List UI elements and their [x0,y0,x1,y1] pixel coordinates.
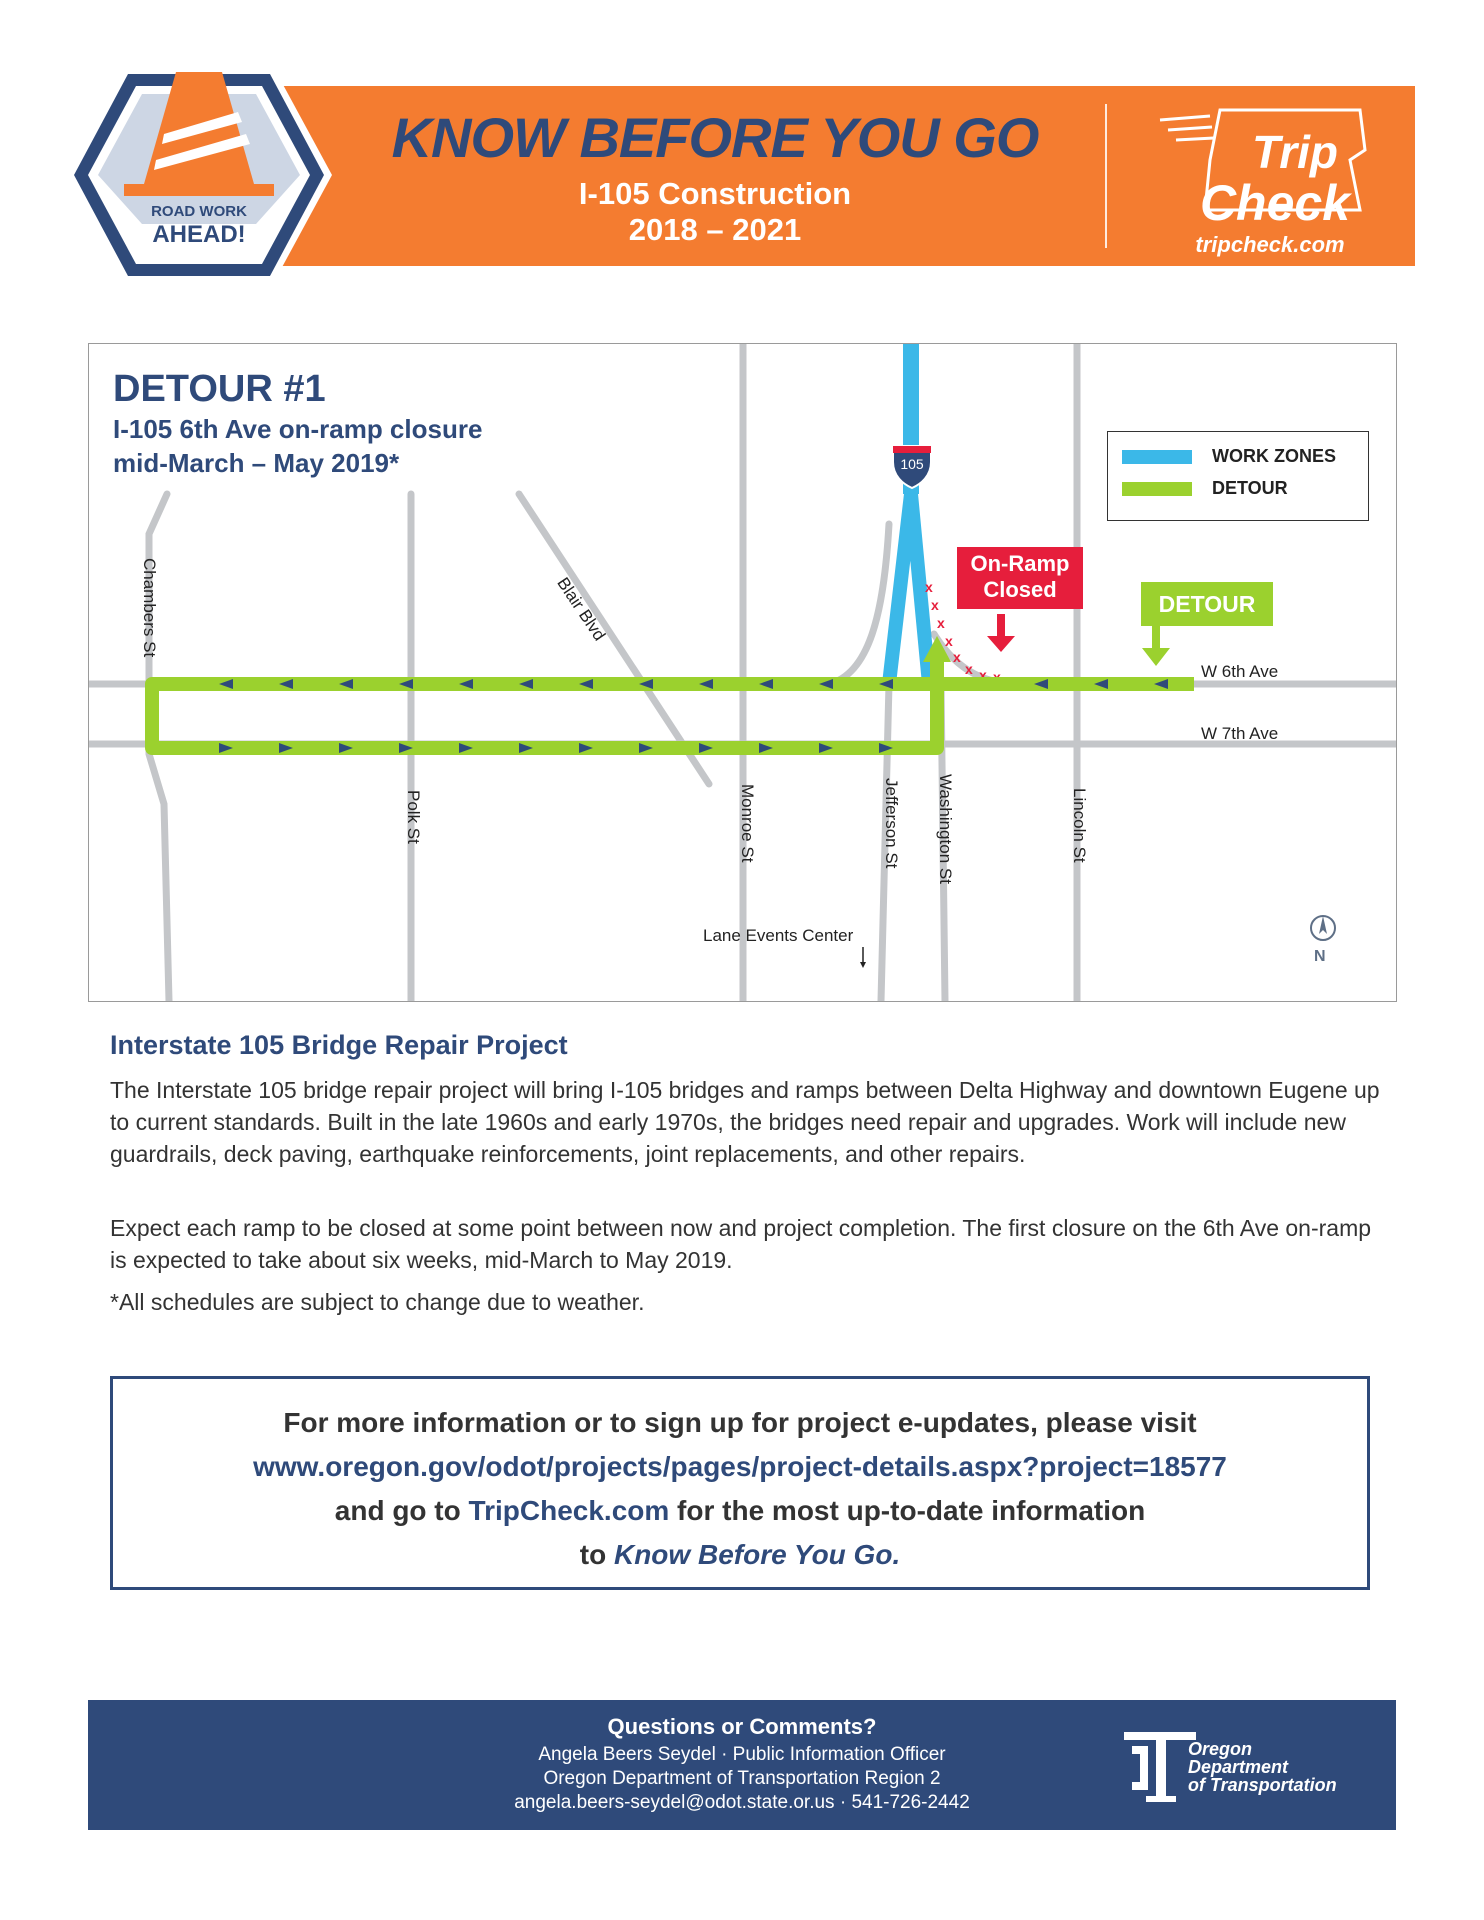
street-label-blair: Blair Blvd [553,574,610,645]
interstate-105-shield [893,446,931,488]
project-heading: Interstate 105 Bridge Repair Project [110,1030,568,1060]
street-label-w7th: W 7th Ave [1201,724,1279,743]
street-label-jefferson: Jefferson St [882,778,901,869]
odot-text-line3: of Transportation [1188,1775,1337,1795]
detour-subtitle-line1: I-105 6th Ave on-ramp closure [113,414,483,444]
north-arrow-icon [1311,916,1335,940]
odot-text-line2: Department [1188,1757,1289,1777]
onramp-closed-label [957,547,1083,609]
know-before-you-go-emphasis: Know Before You Go. [613,1539,901,1570]
page-title: KNOW BEFORE YOU GO [391,106,1039,169]
street-label-polk: Polk St [404,790,423,844]
detour-tag: DETOUR [1141,582,1273,626]
header-years: 2018 – 2021 [628,212,802,247]
svg-text:x: x [945,633,953,649]
footer-heading: Questions or Comments? [607,1714,877,1739]
street-label-w6th: W 6th Ave [1201,662,1279,681]
tripcheck-word2: Check [1199,175,1351,231]
info-box [110,1376,1370,1590]
svg-text:x: x [925,579,933,595]
detour-subtitle-line2: mid-March – May 2019* [113,448,400,478]
odot-text-line1: Oregon [1188,1739,1253,1759]
north-label: N [1314,948,1326,965]
header-divider [1105,104,1107,248]
street-label-chambers: Chambers St [140,558,159,658]
info-line1: For more information or to sign up for project e-updates, please visit [283,1407,1197,1438]
info-line3-pre: and go to [334,1495,469,1526]
shield-number: 105 [900,456,924,472]
detour-title: DETOUR #1 [113,368,326,410]
schedule-note: *All schedules are subject to change due to weather. [110,1289,645,1315]
road-work-ahead-logo [64,64,334,286]
street-label-monroe: Monroe St [738,784,757,863]
detour-map [88,343,1397,1002]
work-zone-ramps [889,494,929,684]
svg-text:x: x [931,597,939,613]
road-ramp-left [829,524,889,684]
svg-text:x: x [993,669,1001,685]
info-line4 [113,1539,1367,1571]
badge-line1: ROAD WORK [151,203,247,220]
contact-name-title: Angela Beers Seydel · Public Information Officer [538,1744,946,1765]
onramp-closed-line2: Closed [983,577,1057,602]
lane-events-center-label: Lane Events Center [703,926,854,945]
street-label-lincoln: Lincoln St [1070,788,1089,863]
svg-text:x: x [979,667,987,683]
header-subtitle: I-105 Construction [578,176,852,211]
info-line3 [113,1495,1367,1527]
project-url-link[interactable]: www.oregon.gov/odot/projects/pages/project-details.aspx?project=18577 [253,1451,1227,1482]
info-line3-post: for the most up-to-date information [669,1495,1146,1526]
svg-text:x: x [953,649,961,665]
contact-organization: Oregon Department of Transportation Region 2 [543,1768,941,1789]
street-label-washington: Washington St [936,774,955,884]
tripcheck-url[interactable]: tripcheck.com [1195,232,1345,257]
legend-label-work-zones: WORK ZONES [1212,446,1336,466]
tripcheck-word1: Trip [1251,126,1339,178]
info-line4-pre: to [579,1539,614,1570]
svg-text:x: x [965,661,973,677]
legend-swatch-work-zones [1122,450,1192,464]
map-legend [1107,431,1369,521]
onramp-closed-arrow [987,614,1015,652]
legend-label-detour: DETOUR [1212,478,1288,498]
badge-line2: AHEAD! [152,221,246,248]
onramp-closed-line1: On-Ramp [970,551,1070,576]
svg-text:x: x [937,615,945,631]
footer [88,1700,1396,1830]
project-description: The Interstate 105 bridge repair project will bring I-105 bridges and ramps between Delta Highway and downtown Eugene up to current standards. Built in the late 1960s and early 1970s, the bridges need repair and upgrades. Work will include new guardrails, deck paving, earthquake reinforcements, joint replacements, and other repairs. [110,1077,1380,1167]
detour-tag-arrow [1142,626,1170,666]
legend-swatch-detour [1122,482,1192,496]
contact-email-phone[interactable]: angela.beers-seydel@odot.state.or.us · 541-726-2442 [514,1792,970,1813]
tripcheck-link[interactable]: TripCheck.com [468,1495,670,1526]
closure-description: Expect each ramp to be closed at some point between now and project completion. The first closure on the 6th Ave on-ramp is expected to take about six weeks, mid-March to May 2019. [110,1215,1372,1273]
